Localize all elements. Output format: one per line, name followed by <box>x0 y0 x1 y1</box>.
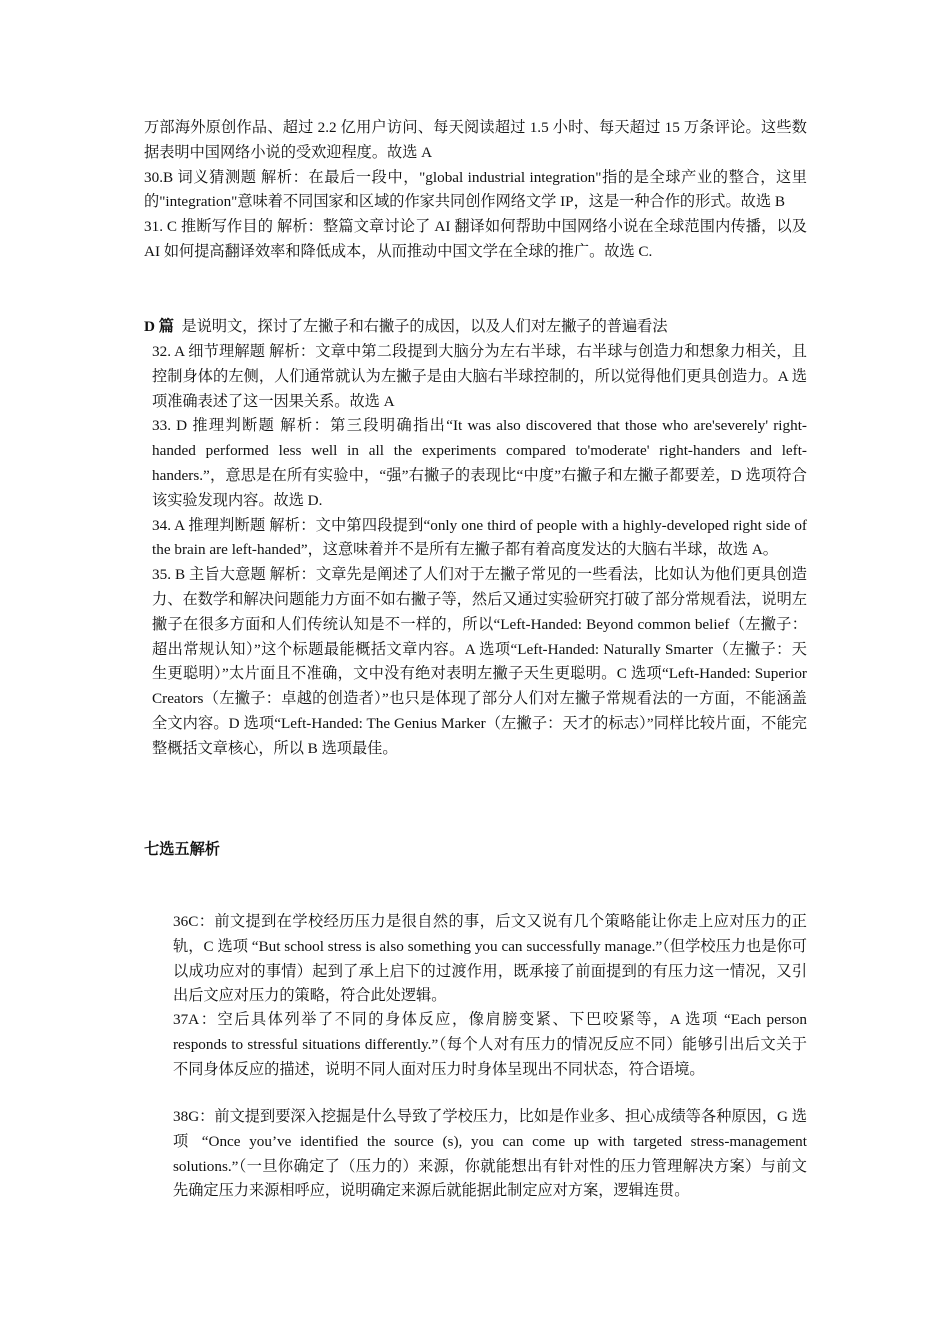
answer-35: 35. B 主旨大意题 解析：文章先是阐述了人们对于左撇子常见的一些看法，比如认为他们更具创造力、在数学和解决问题能力方面不如右撇子等，然后又通过实验研究打破了部分常规看法，说明左撇子在很多方面和人们传统认知是不一样的，所以“Left-Handed: Beyond common belief（左撇子：超出常规认知）”这个标题最能概括文章内容。A 选项“Left-Handed: Naturally Smarter（左撇子：天生更聪明）”太片面且不准确，文中没有绝对表明左撇子天生更聪明。C 选项“Left-Handed: Superior Creators（左撇子：卓越的创造者）”也只是体现了部分人们对左撇子常规看法的一方面，不能涵盖全文内容。D 选项“Left-Handed: The Genius Marker（左撇子：天才的标志）”同样比较片面，不能完整概括文章核心，所以 B 选项最佳。 <box>152 566 807 757</box>
section-d-summary: 是说明文，探讨了左撇子和右撇子的成因，以及人们对左撇子的普遍看法 <box>173 318 668 335</box>
answer-36-block <box>173 910 807 1009</box>
seven-five-heading <box>144 838 807 863</box>
answer-36: 36C：前文提到在学校经历压力是很自然的事，后文又说有几个策略能让你走上应对压力的正轨，C 选项 “But school stress is also something you can successfully manage.”（但学校压力也是你可以成功应对的事情）起到了承上启下的过渡作用，既承接了前面提到的有压力这一情况，又引出后文应对压力的策略，符合此处逻辑。 <box>173 913 807 1005</box>
answer-30: 30.B 词义猜测题 解析：在最后一段中，"global industrial integration"指的是全球产业的整合，这里的"integration"意味着不同国家和区域的作家共同创作网络文学 IP，这是一种合作的形式。故选 B <box>144 168 807 211</box>
seven-five-title: 七选五解析 <box>144 841 220 858</box>
answer-31: 31. C 推断写作目的 解析：整篇文章讨论了 AI 翻译如何帮助中国网络小说在全球范围内传播，以及 AI 如何提高翻译效率和降低成本，从而推动中国文学在全球的推广。故选 C. <box>144 218 807 260</box>
answer-34: 34. A 推理判断题 解析：文中第四段提到“only one third of people with a highly-developed right side of the brain are left-handed”，这意味着并不是所有左撇子都有着高度发达的大脑右半球，故选 A。 <box>152 516 807 559</box>
answer-38: 38G：前文提到要深入挖掘是什么导致了学校压力，比如是作业多、担心成绩等各种原因，G 选项 “Once you’ve identified the source (s), you can come up with targeted stress-management solutions.”（一旦你确定了（压力的）来源，你就能想出有针对性的压力管理解决方案）与前文先确定压力来源相呼应，说明确定来源后就能据此制定应对方案，逻辑连贯。 <box>173 1108 807 1200</box>
answer-32: 32. A 细节理解题 解析：文章中第二段提到大脑分为左右半球，右半球与创造力和想象力相关，且控制身体的左侧，人们通常就认为左撇子是由大脑右半球控制的，所以觉得他们更具创造力。A 选项准确表述了这一因果关系。故选 A <box>152 343 807 410</box>
answer-33: 33. D 推理判断题 解析：第三段明确指出“It was also discovered that those who are'severely' right-handed performed less well in all the experiments compared to'moderate' right-handers and left-handers.”，意思是在所有实验中，“强”右撇子的表现比“中度”右撇子和左撇子都要差，D 选项符合该实验发现内容。故选 D. <box>152 417 807 509</box>
section-c-answers <box>144 116 807 265</box>
answer-38-block <box>173 1105 807 1204</box>
section-d-answers <box>152 340 807 762</box>
section-d-heading <box>144 315 807 340</box>
answer-37-block <box>173 1008 807 1082</box>
section-d-label: D 篇 <box>144 318 174 335</box>
answer-29-tail: 万部海外原创作品、超过 2.2 亿用户访问、每天阅读超过 1.5 小时、每天超过 15 万条评论。这些数据表明中国网络小说的受欢迎程度。故选 A <box>144 119 807 161</box>
answer-37: 37A：空后具体列举了不同的身体反应，像肩膀变紧、下巴咬紧等，A 选项 “Each person responds to stressful situations differently.”（每个人对有压力的情况反应不同）能够引出后文关于不同身体反应的描述，说明不同人面对压力时身体呈现出不同状态，符合语境。 <box>173 1011 807 1078</box>
